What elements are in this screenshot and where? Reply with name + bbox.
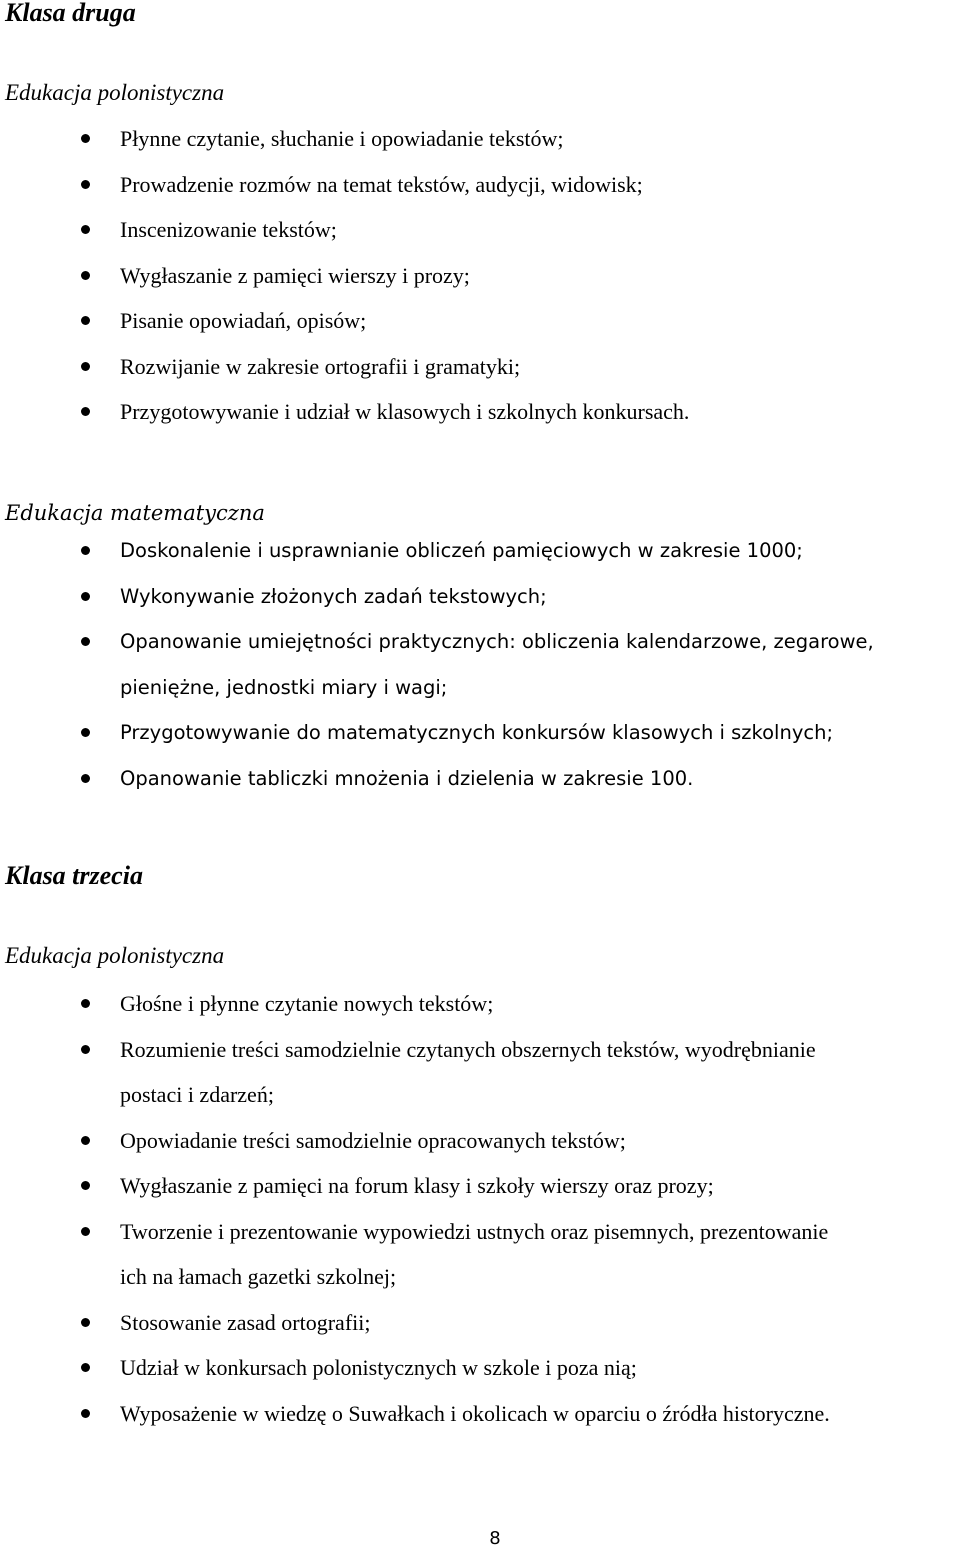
list-item: Rozumienie treści samodzielnie czytanych obszernych tekstów, wyodrębnianie postaci i zdarzeń;: [0, 1027, 960, 1118]
list-polish-1: [0, 116, 960, 435]
list-item: Wykonywanie złożonych zadań tekstowych;: [0, 574, 960, 620]
bullet-icon: [81, 774, 90, 783]
list-item: Wygłaszanie z pamięci wierszy i prozy;: [0, 253, 960, 299]
list-item: Tworzenie i prezentowanie wypowiedzi ustnych oraz pisemnych, prezentowanie ich na łamach gazetki szkolnej;: [0, 1209, 960, 1300]
bullet-icon: [81, 407, 90, 416]
list-item: Wygłaszanie z pamięci na forum klasy i szkoły wierszy oraz prozy;: [0, 1163, 960, 1209]
bullet-icon: [81, 1409, 90, 1418]
bullet-icon: [81, 1136, 90, 1145]
bullet-icon: [81, 1363, 90, 1372]
list-item: Pisanie opowiadań, opisów;: [0, 298, 960, 344]
bullet-icon: [81, 1227, 90, 1236]
list-item: Stosowanie zasad ortografii;: [0, 1300, 960, 1346]
bullet-icon: [81, 1045, 90, 1054]
subheading-polish-1: Edukacja polonistyczna: [5, 80, 225, 105]
list-item: Udział w konkursach polonistycznych w szkole i poza nią;: [0, 1345, 960, 1391]
bullet-icon: [81, 180, 90, 189]
list-item: Inscenizowanie tekstów;: [0, 207, 960, 253]
section-title-klasa-trzecia: Klasa trzecia: [5, 861, 143, 890]
list-item: Doskonalenie i usprawnianie obliczeń pamięciowych w zakresie 1000;: [0, 528, 960, 574]
list-item: Prowadzenie rozmów na temat tekstów, audycji, widowisk;: [0, 162, 960, 208]
bullet-icon: [81, 134, 90, 143]
bullet-icon: [81, 637, 90, 646]
list-item: Opowiadanie treści samodzielnie opracowanych tekstów;: [0, 1118, 960, 1164]
page-number: 8: [489, 1528, 501, 1549]
section-title-klasa-druga: Klasa druga: [5, 0, 136, 27]
list-item: Przygotowywanie do matematycznych konkursów klasowych i szkolnych;: [0, 710, 960, 756]
bullet-icon: [81, 592, 90, 601]
bullet-icon: [81, 316, 90, 325]
list-item: Opanowanie umiejętności praktycznych: obliczenia kalendarzowe, zegarowe, pieniężne, jednostki miary i wagi;: [0, 619, 960, 710]
list-item: Rozwijanie w zakresie ortografii i gramatyki;: [0, 344, 960, 390]
bullet-icon: [81, 728, 90, 737]
list-item: Płynne czytanie, słuchanie i opowiadanie tekstów;: [0, 116, 960, 162]
bullet-icon: [81, 1181, 90, 1190]
bullet-icon: [81, 362, 90, 371]
bullet-icon: [81, 546, 90, 555]
list-item: Przygotowywanie i udział w klasowych i szkolnych konkursach.: [0, 389, 960, 435]
bullet-icon: [81, 999, 90, 1008]
list-math: [0, 528, 960, 801]
bullet-icon: [81, 271, 90, 280]
list-item: Głośne i płynne czytanie nowych tekstów;: [0, 981, 960, 1027]
list-item: Wyposażenie w wiedzę o Suwałkach i okolicach w oparciu o źródła historyczne.: [0, 1391, 960, 1437]
subheading-polish-3: Edukacja polonistyczna: [5, 943, 225, 968]
subheading-math: Edukacja matematyczna: [5, 501, 265, 525]
list-polish-3: [0, 981, 960, 1436]
bullet-icon: [81, 225, 90, 234]
bullet-icon: [81, 1318, 90, 1327]
list-item: Opanowanie tabliczki mnożenia i dzielenia w zakresie 100.: [0, 756, 960, 802]
